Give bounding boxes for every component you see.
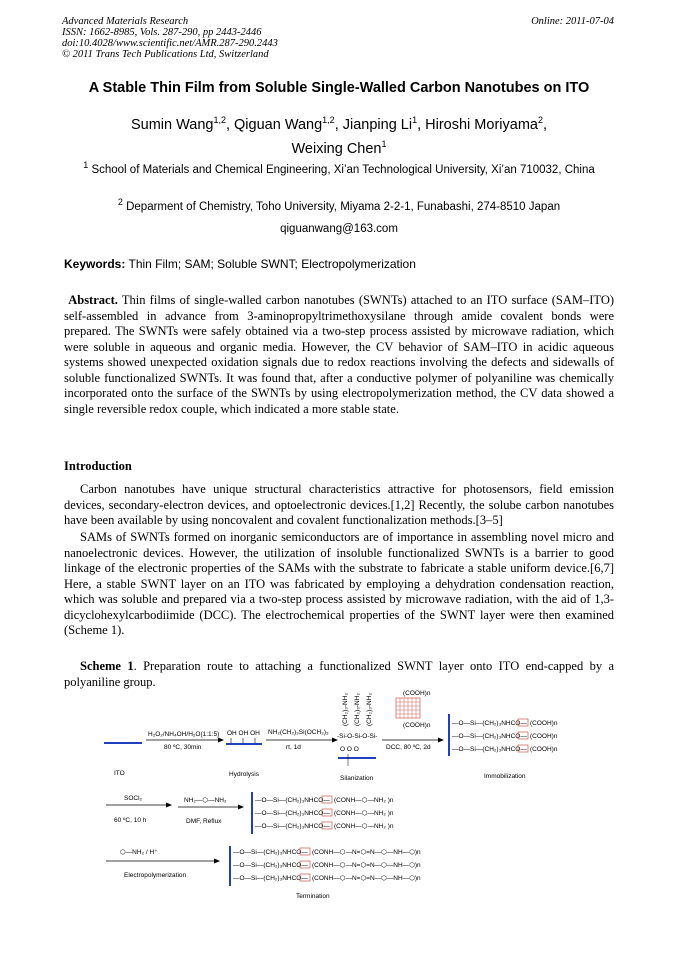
label-immobilization: Immobilization [484, 773, 526, 780]
cooh-bottom: (COOH)n [403, 722, 431, 729]
step2-condition: rt, 1d [286, 744, 301, 751]
abstract-text: Thin films of single-walled carbon nanotubes (SWNTs) attached to an ITO surface (SAM–ITO) self-assembled in advance from 3-aminopropyltrimethoxysilane through amide covalent bonds were prepared. The SWNTs were safely obtained via a two-step process assisted by microwave radiation, which were soluble in aqueous and organic media. However, the CV behavior of SAM–ITO in acidic aqueous systems showed unexpected oxidation signals due to redox reactions involving the defects and sidewalls of soluble functionalized SWNTs. It was found that, after a conductive polymer of polyaniline was chemically incorporated onto the surface of the SWNTs by using electropolymerization method, the CV data showed a single reversible redox couple, which indicated a more stable state. [64, 293, 615, 416]
term-tail: (CONH—⬡—N=⬡=N—⬡—NH—⬡)n [312, 849, 421, 856]
arrow-head [214, 859, 220, 864]
scheme-caption [64, 659, 614, 690]
abstract-label: Abstract. [68, 293, 118, 307]
keywords [64, 257, 416, 271]
term-row-1: —O—Si—(CH₂)₃NHCO— [233, 849, 308, 856]
term-row-3: —O—Si—(CH₂)₃NHCO— [233, 875, 308, 882]
author-sup: 1 [412, 115, 418, 126]
affiliation-text: Deparment of Chemistry, Toho University, Miyama 2-2-1, Funabashi, 274-8510 Japan [126, 201, 561, 213]
amide-tail: (CONH—⬡—NH₂ )n [334, 810, 394, 817]
term-row-2: —O—Si—(CH₂)₃NHCO— [233, 862, 308, 869]
step2-reagent: NH₂(CH₂)₃Si(OCH₃)₃ [268, 729, 329, 736]
arrow-head [238, 805, 244, 810]
author-name: Weixing Chen [291, 141, 382, 157]
amide-row-2: —O—Si—(CH₂)₃NHCO— [255, 810, 330, 817]
siloxane-row: -Si-O-Si-O-Si- [337, 733, 378, 740]
author-name: Jianping Li [342, 117, 413, 133]
journal-header [62, 16, 278, 60]
arrow-head [438, 738, 444, 743]
affiliation-1 [70, 160, 608, 177]
author-sup: 1,2 [322, 115, 335, 126]
affiliation-text: School of Materials and Chemical Engineering, Xi’an Technological University, Xi’an 710032, China [91, 164, 595, 176]
label-silanization: Silanization [340, 775, 374, 782]
author-name: Hiroshi Moriyama [425, 117, 538, 133]
diamine-condition: DMF, Reflux [186, 818, 222, 825]
keywords-text: Thin Film; SAM; Soluble SWNT; Electropolymerization [128, 257, 416, 271]
affiliation-2 [70, 197, 608, 214]
diamine-reagent: NH₂—⬡—NH₂ [184, 797, 227, 804]
step1-condition: 80 ºC, 30min [164, 744, 202, 751]
step1-reagent: H₂O₂/NH₄OH/H₂O(1:1:5) [148, 731, 220, 738]
silane-chain: (CH₂)₃-NH₂ [342, 693, 349, 726]
paper-title: A Stable Thin Film from Soluble Single-Walled Carbon Nanotubes on ITO [88, 80, 590, 96]
amide-row-3: —O—Si—(CH₂)₃NHCO— [255, 823, 330, 830]
scheme-caption-text: . Preparation route to attaching a functionalized SWNT layer onto ITO end-capped by a polyaniline group. [64, 659, 614, 689]
author-list: Sumin Wang$^{1,2}$, Qiguan Wang$^{1,2}$, Jianping Li$^1$, Hiroshi Moriyama$^2$, Weixing Chen$^1$ [130, 115, 548, 157]
online-date: Online: 2011-07-04 [531, 16, 614, 27]
arrow-head [218, 738, 224, 743]
immob-row-2: —O—Si—(CH₂)₃NHCO— [452, 733, 527, 740]
hydroxyl-groups: OH OH OH [227, 730, 260, 737]
cooh-top: (COOH)n [403, 690, 431, 697]
silane-chain: (CH₂)₃-NH₂ [366, 693, 373, 726]
swnt-nanotube [396, 698, 420, 718]
immob-tail: (COOH)n [530, 746, 558, 753]
aniline-reagent: ⬡—NH₂ / H⁺ [120, 849, 158, 856]
immob-tail: (COOH)n [530, 733, 558, 740]
arrow-head [166, 803, 172, 808]
journal-name: Advanced Materials Research [62, 16, 189, 27]
term-tail: (CONH—⬡—N=⬡=N—⬡—NH—⬡)n [312, 875, 421, 882]
amide-tail: (CONH—⬡—NH₂ )n [334, 823, 394, 830]
socl2-condition: 60 ºC, 10 h [114, 817, 147, 824]
copyright-line: © 2011 Trans Tech Publications Ltd, Switzerland [62, 49, 269, 60]
silane-chain: (CH₂)₃-NH₂ [354, 693, 361, 726]
scheme-diagram [100, 688, 620, 910]
immob-row-1: —O—Si—(CH₂)₃NHCO— [452, 720, 527, 727]
affiliation-sup: 2 [117, 197, 123, 208]
keywords-label: Keywords: [64, 257, 126, 271]
step3-condition: DCC, 80 ºC, 2d [386, 744, 431, 751]
author-name: Qiguan Wang [234, 117, 323, 133]
amide-row-1: —O—Si—(CH₂)₃NHCO— [255, 797, 330, 804]
section-heading-introduction: Introduction [64, 459, 132, 473]
label-electropolymerization: Electropolymerization [124, 872, 187, 879]
label-ito: ITO [114, 770, 125, 777]
intro-paragraph-1: Carbon nanotubes have unique structural characteristics attractive for photosensors, field emission devices, secondary-electron devices, and optoelectronic devices.[1,2] Recently, the solube carbon nanotubes have been available by using noncovalent and covalent functionalization methods.[3–5] [64, 482, 614, 527]
amide-tail: (CONH—⬡—NH₂ )n [334, 797, 394, 804]
author-sup: 1,2 [213, 115, 226, 126]
author-sup: 2 [537, 115, 543, 126]
author-sup: 1 [381, 139, 387, 150]
affiliation-sup: 1 [83, 160, 89, 171]
intro-paragraph-2: SAMs of SWNTs formed on inorganic semiconductors are of importance in assembling novel micro and nanoelectronic devices. However, the utilization of insoluble functionalized SWNTs is a barrier to good linkage of the electronic properties of the SAMs with the substrate to fabricate a stable uniform device.[6,7] Here, a stable SWNT layer on an ITO was fabricated by employing a dehydration condensation reaction, which was soluble and prepared via a two-step process assisted by microwave radiation, with the aid of 1,3-dicyclohexylcarbodiimide (DCC). The electrochemical properties of the SWNT layer were then examined (Scheme 1). [64, 530, 614, 637]
term-tail: (CONH—⬡—N=⬡=N—⬡—NH—⬡)n [312, 862, 421, 869]
label-termination: Termination [296, 893, 330, 900]
socl2-reagent: SOCl₂ [124, 795, 143, 802]
author-email[interactable]: qiguanwang@163.com [280, 223, 398, 235]
immob-row-3: —O—Si—(CH₂)₃NHCO— [452, 746, 527, 753]
label-hydrolysis: Hydrolysis [229, 771, 259, 778]
scheme-label: Scheme 1 [80, 659, 134, 673]
oxygen-row: O O O [340, 746, 359, 753]
immob-tail: (COOH)n [530, 720, 558, 727]
issn-line: ISSN: 1662-8985, Vols. 287-290, pp 2443-2446 [62, 27, 262, 38]
doi-line: doi:10.4028/www.scientific.net/AMR.287-290.2443 [62, 38, 278, 49]
abstract [64, 293, 614, 417]
author-name: Sumin Wang [130, 117, 214, 133]
